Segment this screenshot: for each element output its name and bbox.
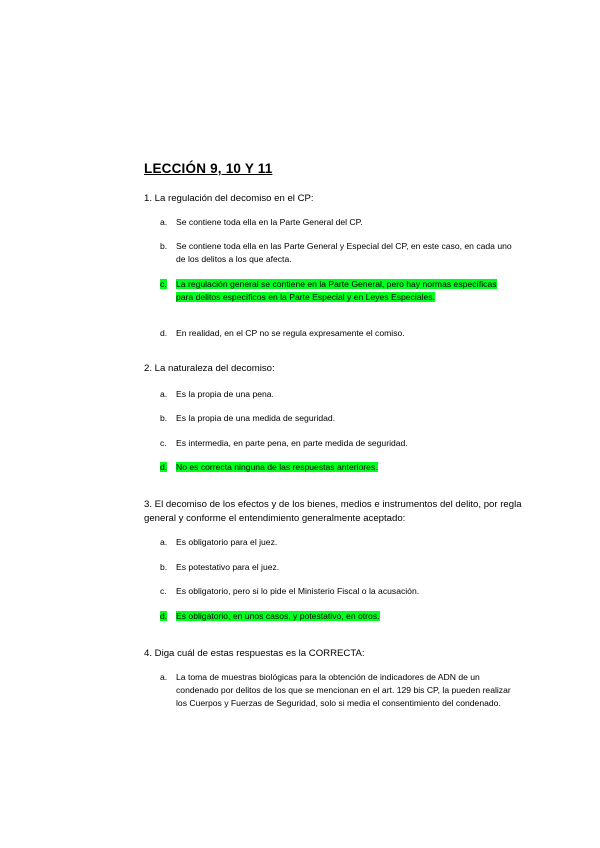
- option-letter: c.: [160, 586, 167, 596]
- question-4: 4. Diga cuál de estas respuestas es la CORRECTA:: [144, 648, 365, 659]
- question-1-option-b: [160, 240, 515, 266]
- question-1-option-a: [160, 216, 515, 229]
- question-3-option-a: [160, 536, 515, 549]
- question-4-option-a: [160, 671, 515, 710]
- option-text: La regulación general se contiene en la Parte General, pero hay normas específicas para delitos específicos en la Parte Especial y en Leyes Especiales.: [176, 279, 497, 302]
- option-text: En realidad, en el CP no se regula expresamente el comiso.: [176, 328, 405, 338]
- option-text: Es obligatorio, en unos casos, y potestativo, en otros.: [176, 611, 380, 621]
- option-text: Es intermedia, en parte pena, en parte medida de seguridad.: [176, 438, 408, 448]
- question-3-option-d-highlighted: [160, 610, 515, 623]
- option-text: Es potestativo para el juez.: [176, 562, 280, 572]
- option-letter: d.: [160, 328, 168, 338]
- option-letter: b.: [160, 241, 168, 251]
- option-text: No es correcta ninguna de las respuestas anteriores.: [176, 462, 378, 472]
- option-text: Se contiene toda ella en la Parte General del CP.: [176, 217, 363, 227]
- question-2-option-b: [160, 412, 515, 425]
- option-letter: a.: [160, 217, 168, 227]
- option-text: Es obligatorio, pero si lo pide el Ministerio Fiscal o la acusación.: [176, 586, 420, 596]
- question-1: 1. La regulación del decomiso en el CP:: [144, 193, 314, 204]
- question-3-option-c: [160, 585, 515, 598]
- question-2: 2. La naturaleza del decomiso:: [144, 363, 275, 374]
- question-3-option-b: [160, 561, 515, 574]
- option-letter: a.: [160, 389, 168, 399]
- option-text: Se contiene toda ella en las Parte General y Especial del CP, en este caso, en cada uno de los delitos a los que afecta.: [176, 241, 512, 264]
- option-letter: d.: [160, 611, 168, 621]
- option-text: Es obligatorio para el juez.: [176, 537, 278, 547]
- question-2-option-a: [160, 388, 515, 401]
- question-2-option-c: [160, 437, 515, 450]
- lesson-title: LECCIÓN 9, 10 Y 11: [144, 161, 273, 176]
- option-text: Es la propia de una medida de seguridad.: [176, 413, 336, 423]
- option-letter: c.: [160, 438, 167, 448]
- option-letter: b.: [160, 413, 168, 423]
- option-letter: c.: [160, 279, 167, 289]
- question-2-option-d-highlighted: [160, 461, 515, 474]
- question-1-option-d: [160, 327, 515, 340]
- question-1-option-c-highlighted: [160, 278, 515, 304]
- option-letter: a.: [160, 672, 168, 682]
- option-letter: d.: [160, 462, 168, 472]
- question-3: 3. El decomiso de los efectos y de los bienes, medios e instrumentos del delito, por regla general y conforme el entendimiento generalmente aceptado:: [144, 499, 522, 524]
- option-text: Es la propia de una pena.: [176, 389, 274, 399]
- option-letter: a.: [160, 537, 168, 547]
- option-letter: b.: [160, 562, 168, 572]
- option-text: La toma de muestras biológicas para la obtención de indicadores de ADN de un condenado por delitos de los que se mencionan en el art. 129 bis CP, la pueden realizar los Cuerpos y Fuerzas de Seguridad, solo si media el consentimiento del condenado.: [176, 672, 511, 708]
